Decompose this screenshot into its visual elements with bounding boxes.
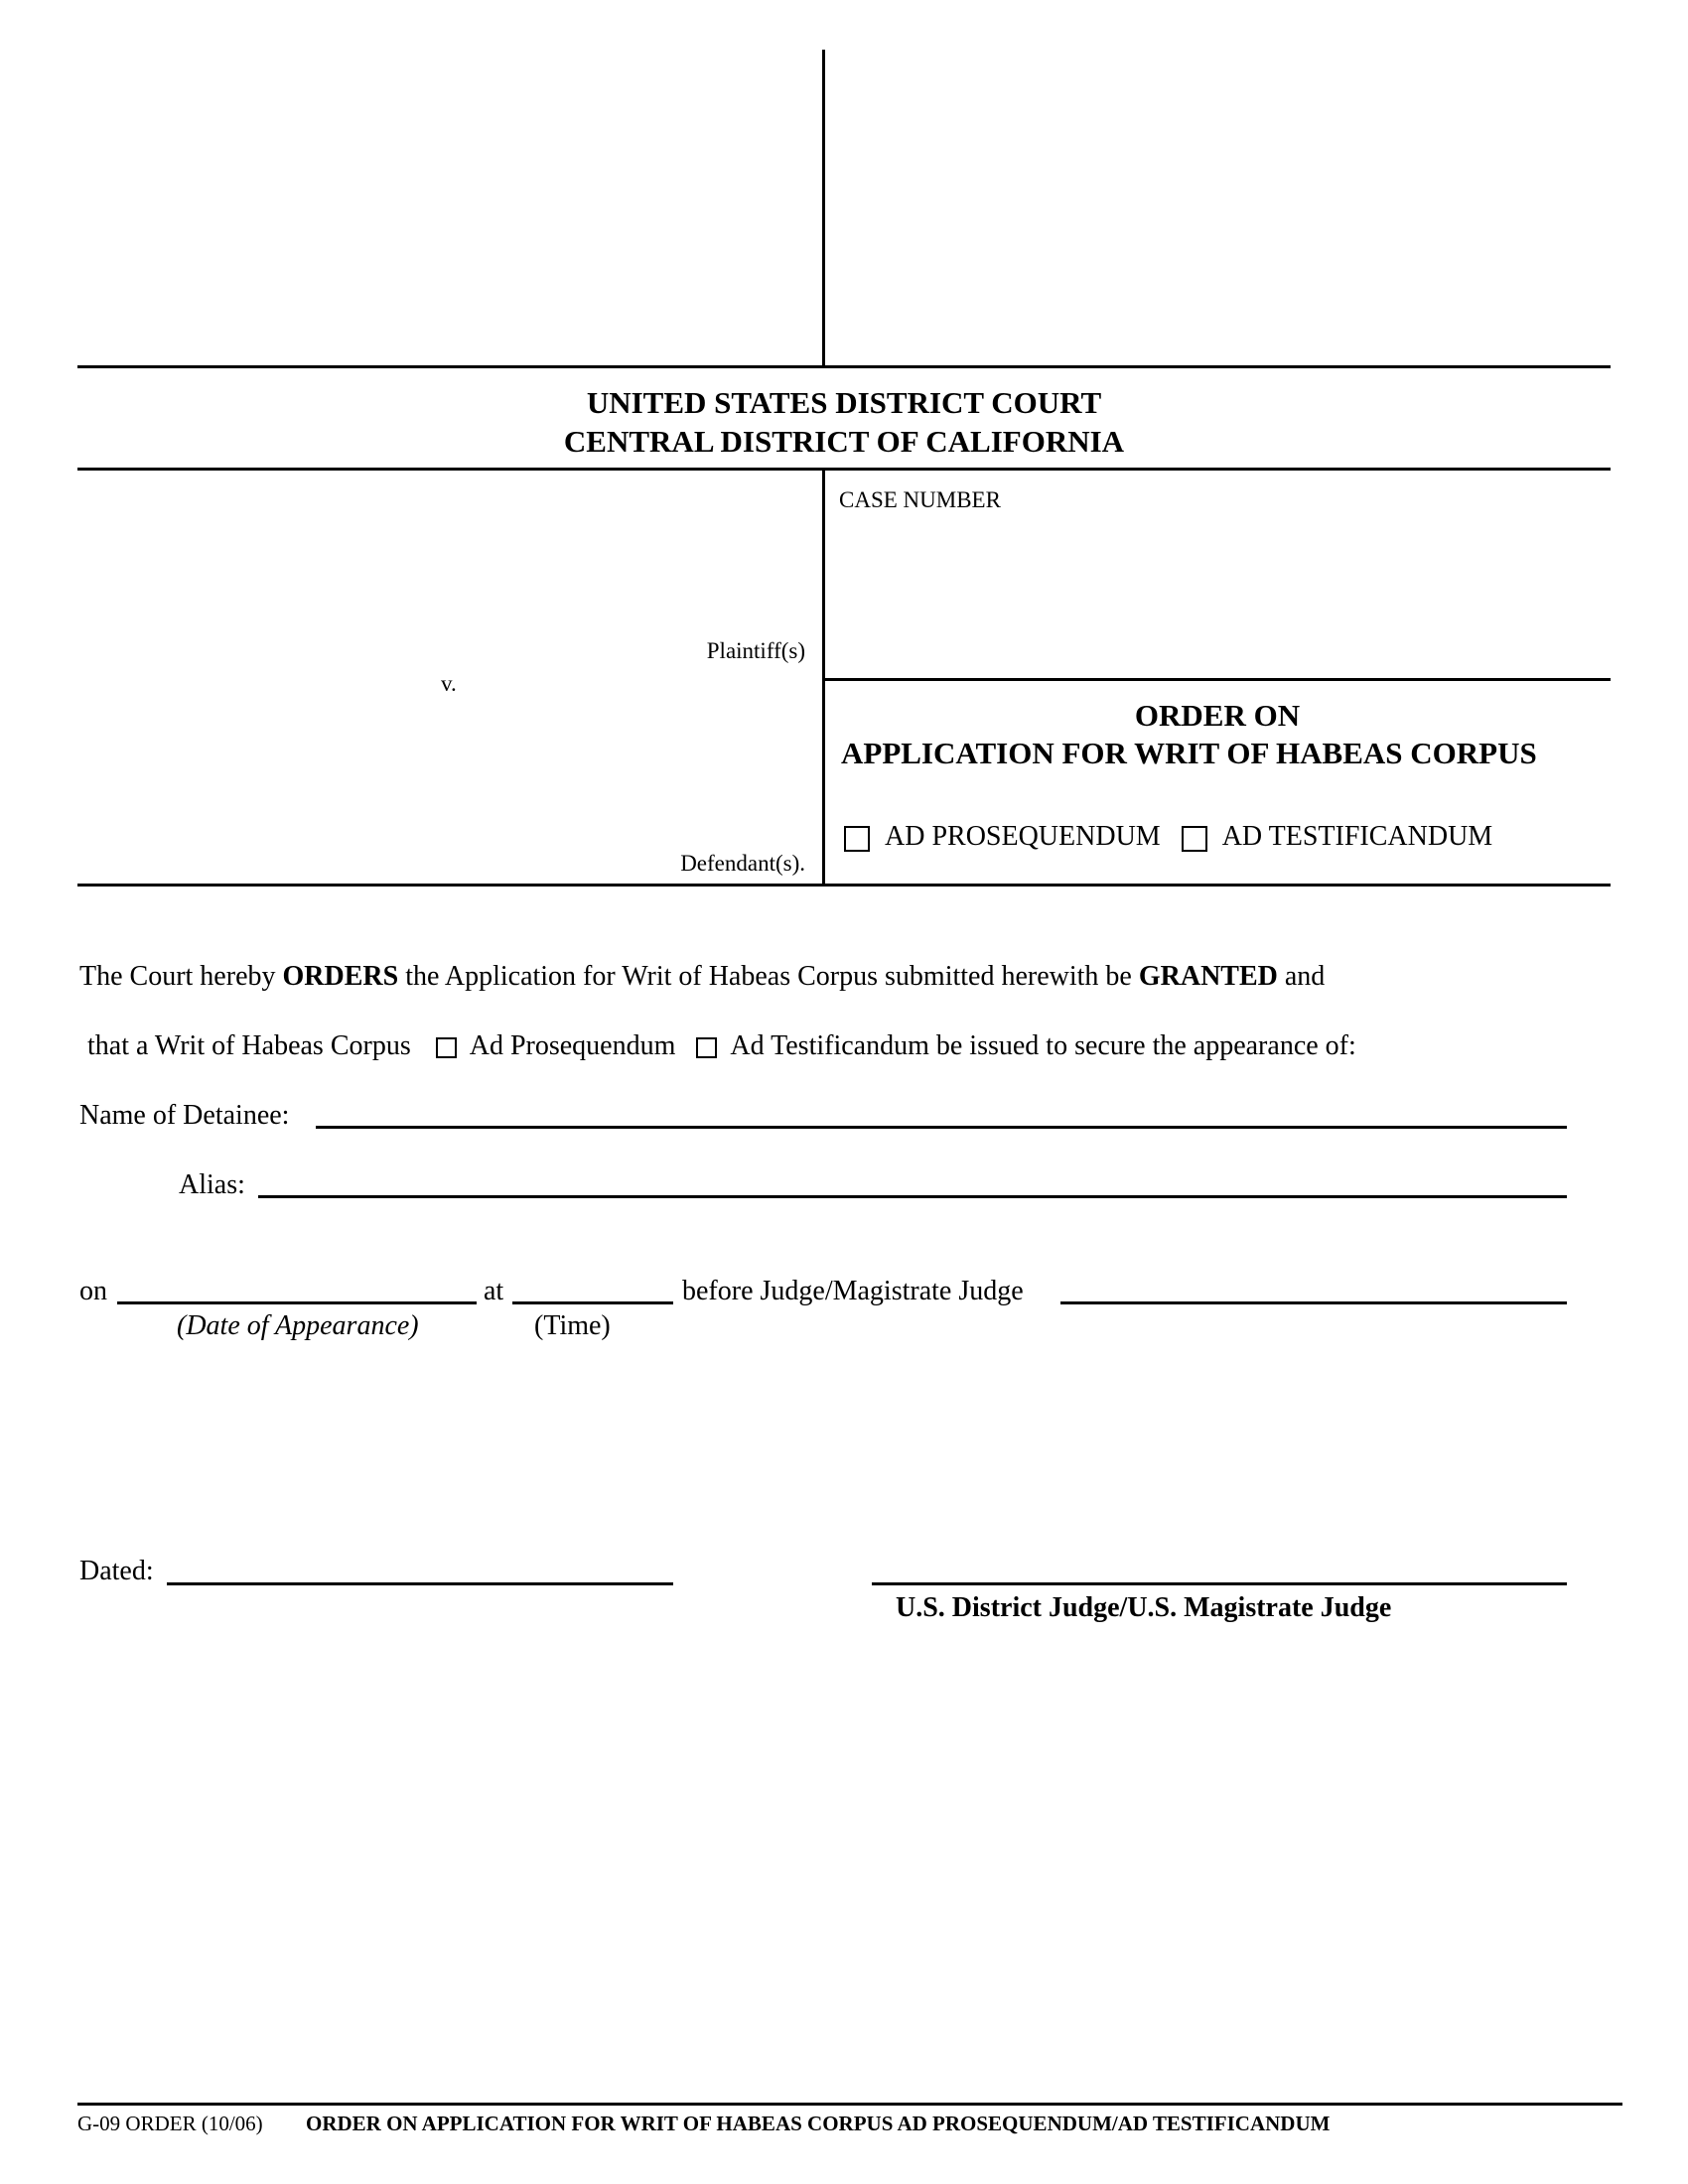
footer-rule	[77, 2103, 1622, 2106]
case-number-bottom-rule	[824, 678, 1611, 681]
caption-bottom-rule	[77, 884, 1611, 887]
order-paragraph-line1	[79, 961, 1325, 993]
versus-label: v.	[441, 671, 457, 696]
p1-granted: GRANTED	[1138, 961, 1278, 992]
judge-signature-caption: U.S. District Judge/U.S. Magistrate Judge	[896, 1592, 1392, 1623]
dated-label: Dated:	[79, 1556, 154, 1586]
footer-form-title: ORDER ON APPLICATION FOR WRIT OF HABEAS CORPUS AD PROSEQUENDUM/AD TESTIFICANDUM	[306, 2112, 1331, 2135]
order-title-line1: ORDER ON	[1134, 698, 1301, 733]
footer-form-id: G-09 ORDER (10/06)	[77, 2112, 263, 2135]
judge-name-field[interactable]	[1060, 1301, 1567, 1304]
order-paragraph-line2	[87, 1030, 1356, 1062]
time-caption: (Time)	[534, 1310, 611, 1341]
dated-field[interactable]	[167, 1582, 673, 1585]
p1-orders: ORDERS	[282, 961, 399, 992]
p1-text-c: the Application for Writ of Habeas Corpus submitted herewith be	[398, 961, 1139, 992]
p1-text-a: The Court hereby	[79, 961, 283, 992]
defendant-label: Defendant(s).	[680, 851, 805, 876]
court-district: CENTRAL DISTRICT OF CALIFORNIA	[563, 424, 1125, 459]
detainee-label: Name of Detainee:	[79, 1100, 290, 1131]
at-label: at	[484, 1276, 504, 1306]
ad-prosequendum-checkbox[interactable]	[844, 826, 870, 852]
body-ad-testificandum-label: Ad Testificandum be issued to secure the appearance of:	[730, 1030, 1356, 1061]
detainee-name-field[interactable]	[316, 1126, 1567, 1129]
p1-text-e: and	[1277, 961, 1326, 992]
plaintiff-label: Plaintiff(s)	[706, 638, 805, 663]
title-options	[844, 821, 1492, 853]
case-number-field[interactable]	[839, 521, 1594, 670]
ad-prosequendum-label: AD PROSEQUENDUM	[885, 821, 1161, 852]
time-field[interactable]	[512, 1301, 673, 1304]
alias-label: Alias:	[179, 1169, 245, 1200]
date-of-appearance-caption: (Date of Appearance)	[177, 1310, 419, 1341]
on-label: on	[79, 1276, 107, 1306]
case-number-label: CASE NUMBER	[839, 487, 1001, 512]
order-title-line2: APPLICATION FOR WRIT OF HABEAS CORPUS	[841, 736, 1537, 770]
top-vertical-divider	[822, 50, 825, 367]
alias-field[interactable]	[258, 1195, 1567, 1198]
header-bottom-rule	[77, 468, 1611, 471]
ad-testificandum-label: AD TESTIFICANDUM	[1221, 821, 1493, 852]
caption-vertical-divider	[822, 468, 825, 887]
date-of-appearance-field[interactable]	[117, 1301, 477, 1304]
body-ad-prosequendum-label: Ad Prosequendum	[469, 1030, 676, 1061]
p2-text-a: that a Writ of Habeas Corpus	[87, 1030, 411, 1061]
court-name: UNITED STATES DISTRICT COURT	[586, 385, 1102, 420]
body-ad-testificandum-checkbox[interactable]	[696, 1037, 717, 1058]
body-ad-prosequendum-checkbox[interactable]	[436, 1037, 457, 1058]
header-top-rule	[77, 365, 1611, 368]
judge-signature-field[interactable]	[872, 1582, 1567, 1585]
before-judge-label: before Judge/Magistrate Judge	[682, 1276, 1024, 1306]
ad-testificandum-checkbox[interactable]	[1182, 826, 1207, 852]
